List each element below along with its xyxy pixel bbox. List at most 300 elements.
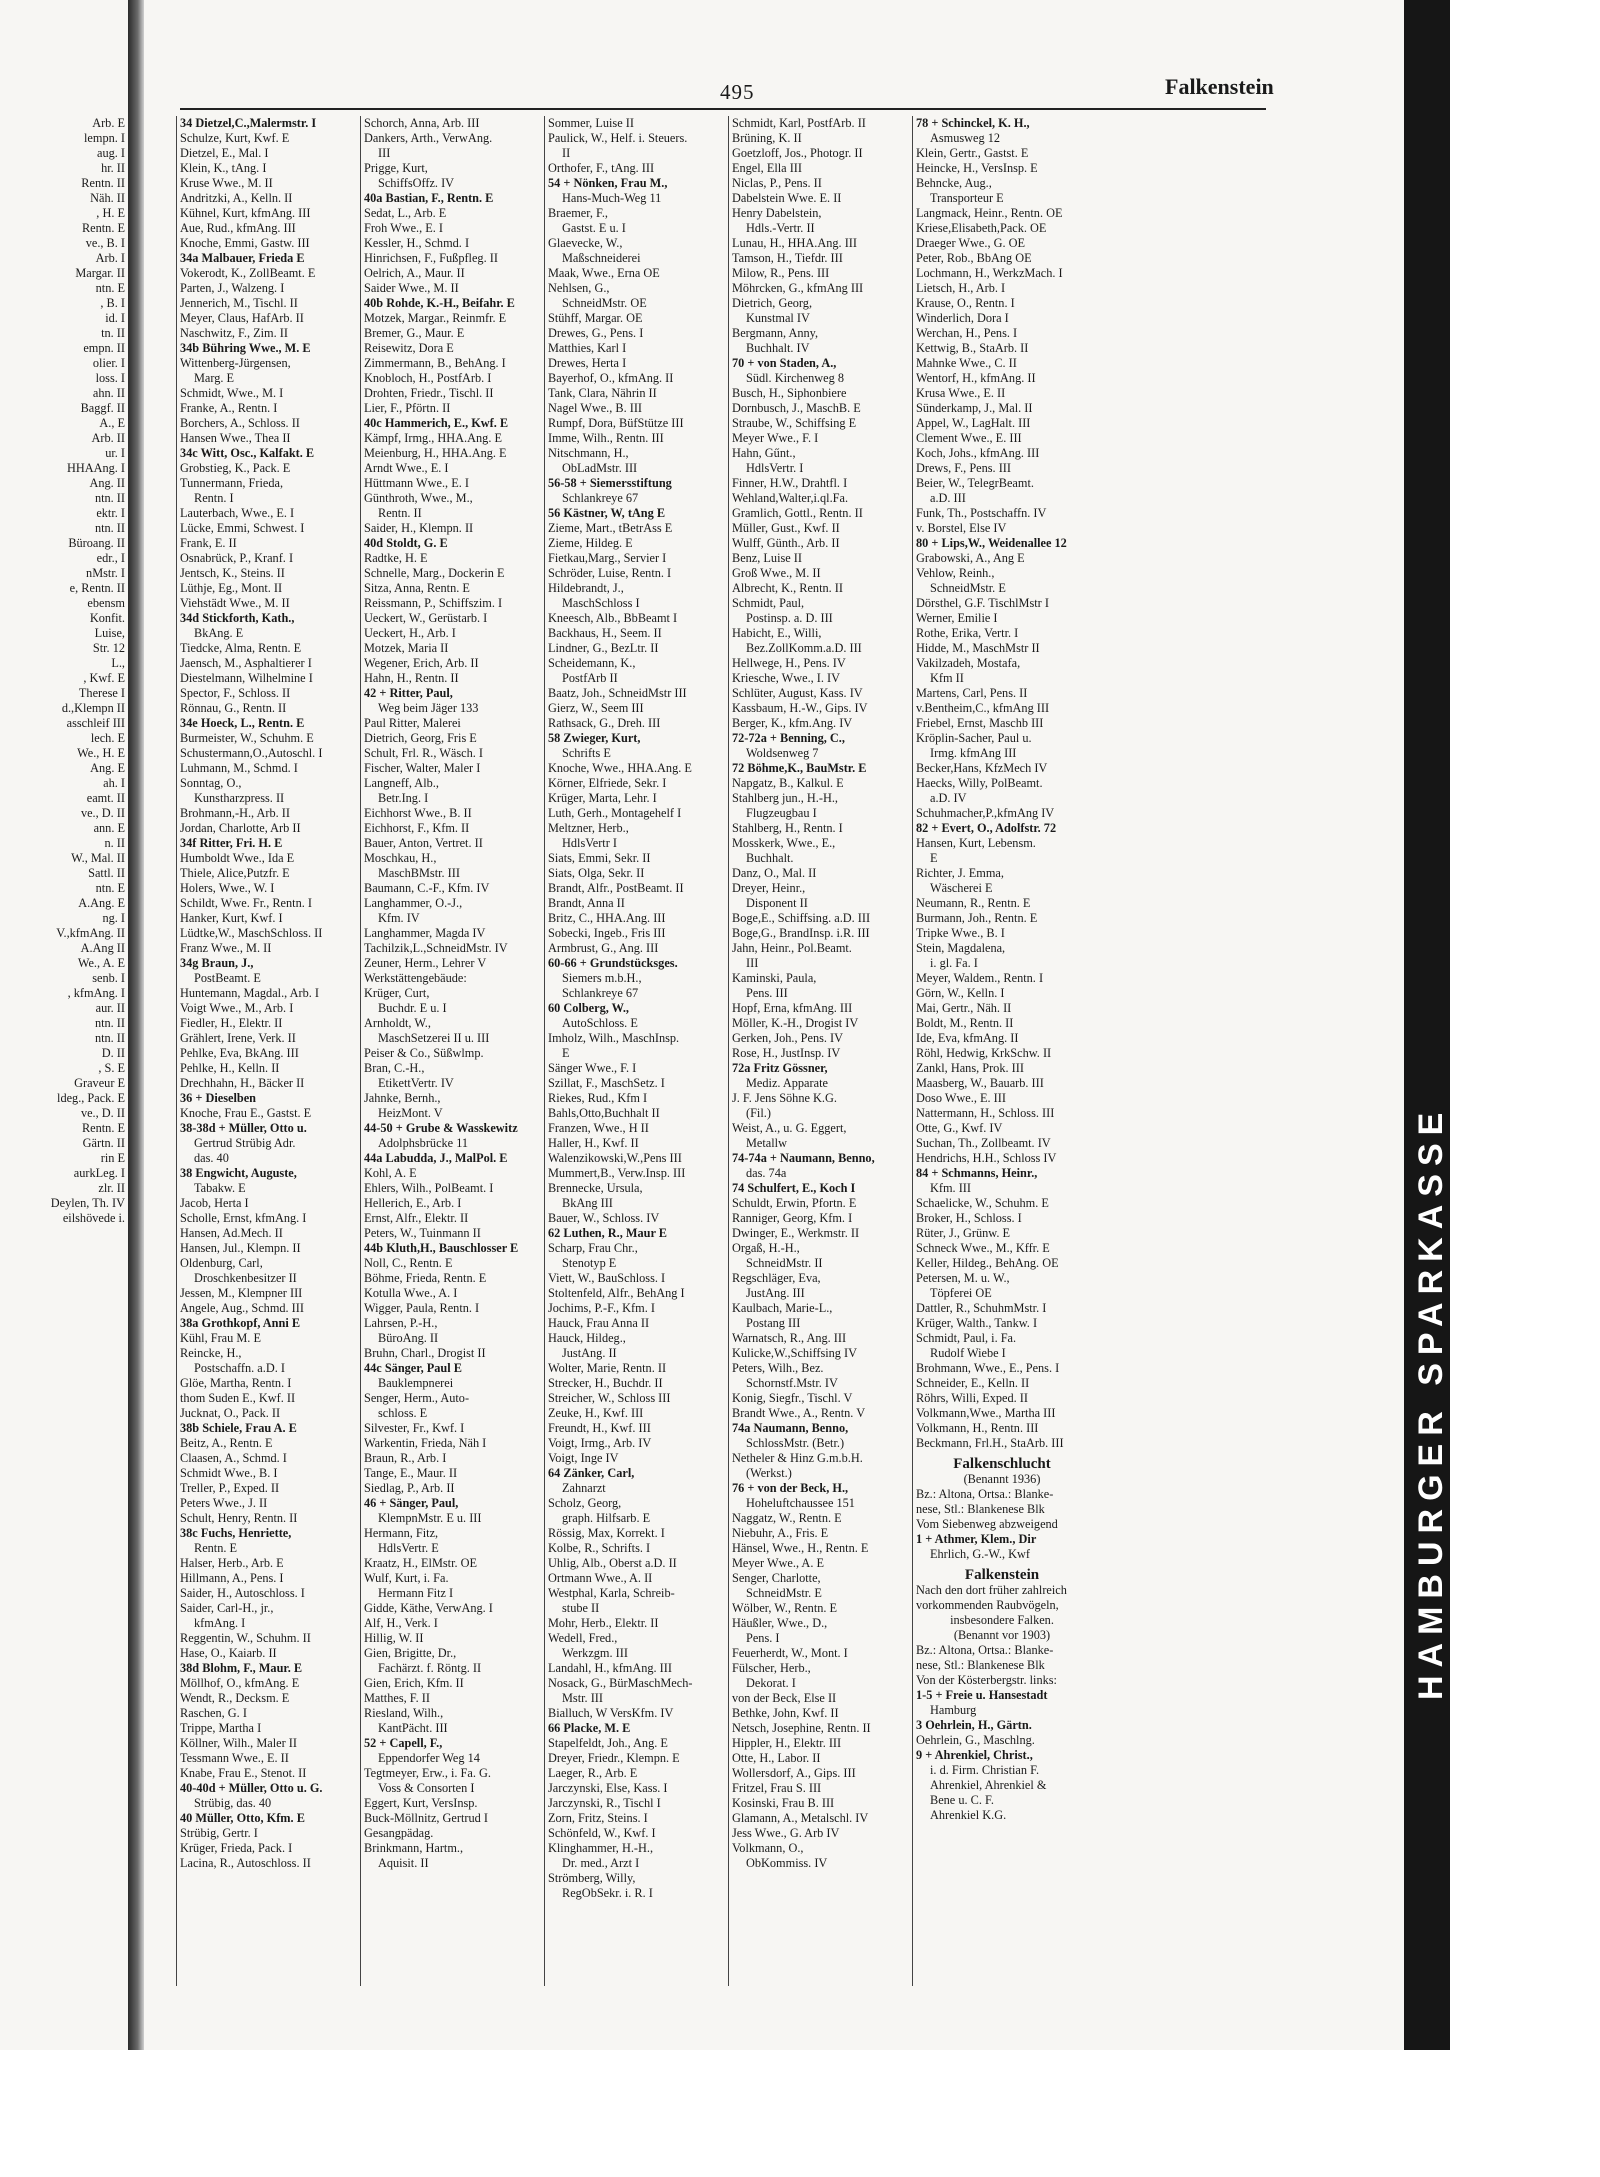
resident-entry: E xyxy=(562,1046,570,1060)
resident-entry: Scholz, Georg, xyxy=(548,1496,622,1510)
resident-entry: Streicher, W., Schloss III xyxy=(548,1391,671,1405)
resident-entry: Gramlich, Gottl., Rentn. II xyxy=(732,506,863,520)
resident-entry: PostBeamt. E xyxy=(194,971,261,985)
resident-entry: ObLadMstr. III xyxy=(562,461,638,475)
fragment-line: ntn. E xyxy=(95,281,125,295)
resident-entry: Böhme, Frieda, Rentn. E xyxy=(364,1271,487,1285)
resident-entry: Warkentin, Frieda, Näh I xyxy=(364,1436,487,1450)
resident-entry: Scharp, Frau Chr., xyxy=(548,1241,638,1255)
resident-entry: Wolter, Marie, Rentn. II xyxy=(548,1361,667,1375)
resident-entry: Mstr. III xyxy=(562,1691,603,1705)
column-4 xyxy=(732,116,904,1986)
resident-entry: Warnatsch, R., Ang. III xyxy=(732,1331,847,1345)
book-spine xyxy=(128,0,144,2050)
house-number-entry: 70 + von Staden, A., xyxy=(732,356,837,370)
resident-entry: Bene u. C. F. xyxy=(930,1793,994,1807)
resident-entry: Eggert, Kurt, VersInsp. xyxy=(364,1796,478,1810)
resident-entry: Kassbaum, H.-W., Gips. IV xyxy=(732,701,868,715)
resident-entry: v. Borstel, Else IV xyxy=(916,521,1007,535)
resident-entry: Becker,Hans, KfzMech IV xyxy=(916,761,1048,775)
resident-entry: Meyer, Claus, HafArb. II xyxy=(180,311,304,325)
house-number-entry: 80 + Lips,W., Weidenallee 12 xyxy=(916,536,1067,550)
resident-entry: Hansen, Ad.Mech. II xyxy=(180,1226,283,1240)
street-heading: Falkenstein xyxy=(964,1567,1040,1583)
fragment-line: Sattl. II xyxy=(88,866,125,880)
resident-entry: Mohr, Herb., Elektr. II xyxy=(548,1616,659,1630)
fragment-line: Str. 12 xyxy=(92,641,125,655)
resident-entry: Kotulla Wwe., A. I xyxy=(364,1286,458,1300)
resident-entry: Senger, Herm., Auto- xyxy=(364,1391,470,1405)
resident-entry: Fachärzt. f. Röntg. II xyxy=(378,1661,482,1675)
resident-entry: Goetzloff, Jos., Photogr. II xyxy=(732,146,863,160)
house-number-entry: 34c Witt, Osc., Kalfakt. E xyxy=(180,446,315,460)
resident-entry: Drechhahn, H., Bäcker II xyxy=(180,1076,305,1090)
resident-entry: Imme, Wilh., Rentn. III xyxy=(548,431,664,445)
house-number-entry: 36 + Dieselben xyxy=(180,1091,257,1105)
resident-entry: Jessen, M., Klempner III xyxy=(180,1286,303,1300)
resident-entry: Drewes, G., Pens. I xyxy=(548,326,644,340)
fragment-line: rin E xyxy=(100,1151,125,1165)
house-number-entry: 34b Bühring Wwe., M. E xyxy=(180,341,311,355)
resident-entry: Tessmann Wwe., E. II xyxy=(180,1751,289,1765)
resident-entry: Dekorat. I xyxy=(746,1676,796,1690)
resident-entry: Dietrich, Georg, Fris E xyxy=(364,731,477,745)
resident-entry: Weg beim Jäger 133 xyxy=(378,701,479,715)
resident-entry: Vehlow, Reinh., xyxy=(916,566,995,580)
resident-entry: Armbrust, G., Ang. III xyxy=(548,941,659,955)
resident-entry: Vakilzadeh, Mostafa, xyxy=(916,656,1021,670)
resident-entry: Dörsthel, G.F. TischlMstr I xyxy=(916,596,1049,610)
resident-entry: Dr. med., Arzt I xyxy=(562,1856,640,1870)
resident-entry: Franke, A., Rentn. I xyxy=(180,401,278,415)
resident-entry: Draeger Wwe., G. OE xyxy=(916,236,1026,250)
resident-entry: Kunstmal IV xyxy=(746,311,810,325)
resident-entry: Brinkmann, Hartm., xyxy=(364,1841,464,1855)
resident-entry: das. 40 xyxy=(194,1151,229,1165)
resident-entry: Schustermann,O.,Autoschl. I xyxy=(180,746,323,760)
resident-entry: Postschaffn. a.D. I xyxy=(194,1361,285,1375)
resident-entry: Orgaß, H.-H., xyxy=(732,1241,800,1255)
resident-entry: Treller, P., Exped. II xyxy=(180,1481,280,1495)
resident-entry: Volkmann, O., xyxy=(732,1841,804,1855)
house-number-entry: 40c Hammerich, E., Kwf. E xyxy=(364,416,509,430)
resident-entry: Straube, W., Schiffsing E xyxy=(732,416,857,430)
resident-entry: KantPächt. III xyxy=(378,1721,448,1735)
resident-entry: Martens, Carl, Pens. II xyxy=(916,686,1028,700)
resident-entry: Viett, W., BauSchloss. I xyxy=(548,1271,666,1285)
resident-entry: Siedlag, P., Arb. II xyxy=(364,1481,455,1495)
fragment-line: Therese I xyxy=(78,686,125,700)
resident-entry: Tabakw. E xyxy=(194,1181,246,1195)
house-number-entry: 38c Fuchs, Henriette, xyxy=(180,1526,292,1540)
resident-entry: Vom Siebenweg abzweigend xyxy=(916,1517,1058,1531)
resident-entry: Hoheluftchaussee 151 xyxy=(746,1496,855,1510)
resident-entry: Kettwig, B., StaArb. II xyxy=(916,341,1029,355)
resident-entry: Stahlberg, H., Rentn. I xyxy=(732,821,843,835)
resident-entry: Wedell, Fred., xyxy=(548,1631,618,1645)
resident-entry: Dietzel, E., Mal. I xyxy=(180,146,269,160)
resident-entry: Neumann, R., Rentn. E xyxy=(916,896,1031,910)
column-rule xyxy=(360,116,361,1986)
resident-entry: JustAng. II xyxy=(562,1346,617,1360)
resident-entry: Oehrlein, G., Maschlng. xyxy=(916,1733,1035,1747)
house-number-entry: 64 Zänker, Carl, xyxy=(548,1466,635,1480)
resident-entry: Bran, C.-H., xyxy=(364,1061,425,1075)
resident-entry: Schaelicke, W., Schuhm. E xyxy=(916,1196,1049,1210)
resident-entry: Stoltenfeld, Alfr., BehAng I xyxy=(548,1286,685,1300)
resident-entry: MaschSetzerei II u. III xyxy=(378,1031,490,1045)
fragment-line: A.Ang II xyxy=(80,941,125,955)
resident-entry: Baatz, Joh., SchneidMstr III xyxy=(548,686,687,700)
column-1 xyxy=(180,116,352,1986)
resident-entry: (Benannt 1936) xyxy=(963,1472,1041,1486)
resident-entry: J. F. Jens Söhne K.G. xyxy=(732,1091,837,1105)
resident-entry: Britz, C., HHA.Ang. III xyxy=(548,911,666,925)
resident-entry: Engel, Ella III xyxy=(732,161,802,175)
resident-entry: Niclas, P., Pens. II xyxy=(732,176,822,190)
resident-entry: Matthies, Karl I xyxy=(548,341,627,355)
resident-entry: Bez.ZollKomm.a.D. III xyxy=(746,641,862,655)
resident-entry: Hinrichsen, F., Fußpfleg. II xyxy=(364,251,498,265)
resident-entry: Brohmann, Wwe., E., Pens. I xyxy=(916,1361,1060,1375)
resident-entry: Kriese,Elisabeth,Pack. OE xyxy=(916,221,1047,235)
resident-entry: Gesangpädag. xyxy=(364,1826,434,1840)
resident-entry: Krüger, Frieda, Pack. I xyxy=(180,1841,293,1855)
resident-entry: Zieme, Mart., tBetrAss E xyxy=(548,521,673,535)
house-number-entry: 40b Rohde, K.-H., Beifahr. E xyxy=(364,296,515,310)
resident-entry: Jarczynski, Else, Kass. I xyxy=(548,1781,668,1795)
resident-entry: Schmidt, Wwe., M. I xyxy=(180,386,284,400)
resident-entry: Freundt, H., Kwf. III xyxy=(548,1421,651,1435)
resident-entry: Regschläger, Eva, xyxy=(732,1271,821,1285)
house-number-entry: 38a Grothkopf, Anni E xyxy=(180,1316,301,1330)
resident-entry: Klinghammer, H.-H., xyxy=(548,1841,654,1855)
resident-entry: Kühl, Frau M. E xyxy=(180,1331,261,1345)
resident-entry: Ehrlich, G.-W., Kwf xyxy=(930,1547,1030,1561)
resident-entry: Wehland,Walter,i.ql.Fa. xyxy=(732,491,849,505)
fragment-line: Ang. II xyxy=(89,476,125,490)
fragment-line: senb. I xyxy=(92,971,125,985)
resident-entry: Schorch, Anna, Arb. III xyxy=(364,116,480,130)
resident-entry: Knobloch, H., PostfArb. I xyxy=(364,371,492,385)
resident-entry: Langhammer, O.-J., xyxy=(364,896,463,910)
resident-entry: Zieme, Hildeg. E xyxy=(548,536,633,550)
resident-entry: Appel, W., LagHalt. III xyxy=(916,416,1031,430)
fragment-line: lech. E xyxy=(90,731,125,745)
resident-entry: Glöe, Martha, Rentn. I xyxy=(180,1376,292,1390)
house-number-entry: 56-58 + Siemersstiftung xyxy=(548,476,672,490)
resident-entry: Stapelfeldt, Joh., Ang. E xyxy=(548,1736,668,1750)
fragment-line: lempn. I xyxy=(84,131,125,145)
resident-entry: Nosack, G., BürMaschMech- xyxy=(548,1676,693,1690)
resident-entry: Lacina, R., Autoschloss. II xyxy=(180,1856,311,1870)
resident-entry: Boge,E., Schiffsing. a.D. III xyxy=(732,911,871,925)
resident-entry: schloss. E xyxy=(378,1406,428,1420)
resident-entry: Sobecki, Ingeb., Fris III xyxy=(548,926,666,940)
resident-entry: Lücke, Emmi, Schwest. I xyxy=(180,521,305,535)
fragment-line: ntn. II xyxy=(94,491,125,505)
resident-entry: a.D. III xyxy=(930,491,966,505)
fragment-line: Rentn. E xyxy=(81,221,125,235)
resident-entry: Prigge, Kurt, xyxy=(364,161,428,175)
resident-entry: Wulf, Kurt, i. Fa. xyxy=(364,1571,449,1585)
column-3 xyxy=(548,116,720,1986)
resident-entry: Klein, Gertr., Gastst. E xyxy=(916,146,1029,160)
resident-entry: Osnabrück, P., Kranf. I xyxy=(180,551,294,565)
resident-entry: Langhammer, Magda IV xyxy=(364,926,486,940)
fragment-line: D. II xyxy=(101,1046,125,1060)
resident-entry: Röhrs, Willi, Exped. II xyxy=(916,1391,1028,1405)
resident-entry: Fülscher, Herb., xyxy=(732,1661,811,1675)
resident-entry: Möllhof, O., kfmAng. E xyxy=(180,1676,300,1690)
house-number-entry: 78 + Schinckel, K. H., xyxy=(916,116,1030,130)
fragment-line: ntn. E xyxy=(95,881,125,895)
resident-entry: Hansen Wwe., Thea II xyxy=(180,431,291,445)
resident-entry: Franzen, Wwe., H II xyxy=(548,1121,649,1135)
resident-entry: Körner, Elfriede, Sekr. I xyxy=(548,776,667,790)
resident-entry: Werchan, H., Pens. I xyxy=(916,326,1018,340)
fragment-line: ve., D. II xyxy=(80,1106,125,1120)
resident-entry: Hendrichs, H.H., Schloss IV xyxy=(916,1151,1057,1165)
resident-entry: BkAng III xyxy=(562,1196,613,1210)
fragment-line: ebensm xyxy=(87,596,125,610)
resident-entry: Wigger, Paula, Rentn. I xyxy=(364,1301,480,1315)
resident-entry: PostfArb II xyxy=(562,671,618,685)
resident-entry: Stahlberg jun., H.-H., xyxy=(732,791,838,805)
fragment-line: ah. I xyxy=(103,776,125,790)
resident-entry: Oldenburg, Carl, xyxy=(180,1256,263,1270)
house-number-entry: 9 + Ahrenkiel, Christ., xyxy=(916,1748,1033,1762)
resident-entry: Kunstharzpress. II xyxy=(194,791,285,805)
resident-entry: Siemers m.b.H., xyxy=(562,971,642,985)
resident-entry: Danz, O., Mal. II xyxy=(732,866,817,880)
resident-entry: Hansen, Kurt, Lebensm. xyxy=(916,836,1036,850)
resident-entry: Boge,G., BrandInsp. i.R. III xyxy=(732,926,870,940)
fragment-line: , B. I xyxy=(100,296,125,310)
resident-entry: Schlankreye 67 xyxy=(562,986,639,1000)
resident-entry: Kfm. III xyxy=(930,1181,971,1195)
resident-entry: Meienburg, H., HHA.Ang. E xyxy=(364,446,507,460)
resident-entry: Siats, Olga, Sekr. II xyxy=(548,866,645,880)
resident-entry: Hopf, Erna, kfmAng. III xyxy=(732,1001,853,1015)
resident-entry: Hdls.-Vertr. II xyxy=(746,221,815,235)
resident-entry: SchiffsOffz. IV xyxy=(378,176,455,190)
resident-entry: Kfm II xyxy=(930,671,964,685)
resident-entry: Beier, W., TelegrBeamt. xyxy=(916,476,1034,490)
resident-entry: Irmg. kfmAng III xyxy=(930,746,1017,760)
resident-entry: Hansen, Jul., Klempn. II xyxy=(180,1241,301,1255)
resident-entry: Hauck, Hildeg., xyxy=(548,1331,626,1345)
resident-entry: Pehlke, Eva, BkAng. III xyxy=(180,1046,299,1060)
resident-entry: Reisewitz, Dora E xyxy=(364,341,454,355)
resident-entry: E xyxy=(930,851,938,865)
resident-entry: Habicht, E., Willi, xyxy=(732,626,822,640)
resident-entry: stube II xyxy=(562,1601,600,1615)
fragment-line: ur. I xyxy=(105,446,125,460)
fragment-line: HHAAng. I xyxy=(66,461,125,475)
resident-entry: Hidde, M., MaschMstr II xyxy=(916,641,1040,655)
resident-entry: Kämpf, Irmg., HHA.Ang. E xyxy=(364,431,502,445)
resident-entry: Mummert,B., Verw.Insp. III xyxy=(548,1166,686,1180)
resident-entry: i. gl. Fa. I xyxy=(930,956,978,970)
resident-entry: Buchhalt. xyxy=(746,851,794,865)
house-number-entry: 44c Sänger, Paul E xyxy=(364,1361,462,1375)
resident-entry: Peters, W., Tuinmann II xyxy=(364,1226,481,1240)
resident-entry: ObKommiss. IV xyxy=(746,1856,828,1870)
house-number-entry: 34d Stickforth, Kath., xyxy=(180,611,295,625)
fragment-line: tn. II xyxy=(101,326,125,340)
resident-entry: Hauck, Frau Anna II xyxy=(548,1316,650,1330)
resident-entry: Ueckert, H., Arb. I xyxy=(364,626,456,640)
resident-entry: Aue, Rud., kfmAng. III xyxy=(180,221,296,235)
fragment-line: Konfit. xyxy=(89,611,125,625)
resident-entry: Eppendorfer Weg 14 xyxy=(378,1751,480,1765)
resident-entry: Hermann Fitz I xyxy=(378,1586,454,1600)
resident-entry: Hillig, W. II xyxy=(364,1631,424,1645)
resident-entry: Bruhn, Charl., Drogist II xyxy=(364,1346,486,1360)
resident-entry: Töpferei OE xyxy=(930,1286,992,1300)
resident-entry: Brennecke, Ursula, xyxy=(548,1181,643,1195)
fragment-line: eamt. II xyxy=(86,791,125,805)
resident-entry: Ernst, Alfr., Elektr. II xyxy=(364,1211,469,1225)
resident-entry: III xyxy=(378,146,391,160)
resident-entry: Ahrenkiel, Ahrenkiel & xyxy=(930,1778,1047,1792)
resident-entry: Voss & Consorten I xyxy=(378,1781,475,1795)
resident-entry: Pens. III xyxy=(746,986,788,1000)
resident-entry: Gerken, Joh., Pens. IV xyxy=(732,1031,843,1045)
resident-entry: Werkzgm. III xyxy=(562,1646,628,1660)
resident-entry: Volkmann, H., Rentn. III xyxy=(916,1421,1039,1435)
resident-entry: Glaevecke, W., xyxy=(548,236,623,250)
resident-entry: EtikettVertr. IV xyxy=(378,1076,454,1090)
resident-entry: Behncke, Aug., xyxy=(916,176,992,190)
resident-entry: Suchan, Th., Zollbeamt. IV xyxy=(916,1136,1051,1150)
resident-entry: Häußler, Wwe., D., xyxy=(732,1616,828,1630)
resident-entry: Fiedler, H., Elektr. II xyxy=(180,1016,283,1030)
resident-entry: Knoche, Frau E., Gastst. E xyxy=(180,1106,312,1120)
resident-entry: Schmidt, Paul, xyxy=(732,596,805,610)
house-number-entry: 34e Hoeck, L., Rentn. E xyxy=(180,716,305,730)
resident-entry: Müller, Gust., Kwf. II xyxy=(732,521,840,535)
fragment-line: Büroang. II xyxy=(68,536,125,550)
resident-entry: HdlsVertr. E xyxy=(378,1541,439,1555)
resident-entry: Schneider, E., Kelln. II xyxy=(916,1376,1030,1390)
resident-entry: Bayerhof, O., kfmAng. II xyxy=(548,371,674,385)
resident-entry: Motzek, Maria II xyxy=(364,641,449,655)
resident-entry: Dattler, R., SchuhmMstr. I xyxy=(916,1301,1047,1315)
resident-entry: Jennerich, M., Tischl. II xyxy=(180,296,298,310)
resident-entry: Meyer Wwe., A. E xyxy=(732,1556,824,1570)
resident-entry: Netheler & Hinz G.m.b.H. xyxy=(732,1451,863,1465)
resident-entry: Jahnke, Bernh., xyxy=(364,1091,441,1105)
fragment-line: ektr. I xyxy=(96,506,125,520)
resident-entry: Hans-Much-Weg 11 xyxy=(562,191,662,205)
resident-entry: Reggentin, W., Schuhm. II xyxy=(180,1631,311,1645)
resident-entry: das. 74a xyxy=(746,1166,787,1180)
resident-entry: Stenotyp E xyxy=(562,1256,617,1270)
resident-entry: Grählert, Irene, Verk. II xyxy=(180,1031,296,1045)
house-number-entry: 54 + Nönken, Frau M., xyxy=(548,176,668,190)
running-headword: Falkenstein xyxy=(1165,74,1274,99)
resident-entry: Wendt, R., Decksm. E xyxy=(180,1691,290,1705)
resident-entry: RegObSekr. i. R. I xyxy=(562,1886,653,1900)
resident-entry: Finner, H.W., Drahtfl. I xyxy=(732,476,848,490)
resident-entry: Thiele, Alice,Putzfr. E xyxy=(180,866,290,880)
resident-entry: Wentorf, H., kfmAng. II xyxy=(916,371,1036,385)
house-number-entry: 1-5 + Freie u. Hansestadt xyxy=(916,1688,1048,1702)
house-number-entry: 46 + Sänger, Paul, xyxy=(364,1496,459,1510)
resident-entry: Dankers, Arth., VerwAng. xyxy=(364,131,493,145)
resident-entry: BkAng. E xyxy=(194,626,244,640)
resident-entry: Rönnau, G., Rentn. II xyxy=(180,701,287,715)
resident-entry: Krause, O., Rentn. I xyxy=(916,296,1015,310)
resident-entry: HdlsVertr I xyxy=(562,836,617,850)
resident-entry: Koch, Johs., kfmAng. III xyxy=(916,446,1040,460)
resident-entry: Mediz. Apparate xyxy=(746,1076,828,1090)
resident-entry: Klein, K., tAng. I xyxy=(180,161,267,175)
resident-entry: Huntemann, Magdal., Arb. I xyxy=(180,986,319,1000)
fragment-line: aur. II xyxy=(95,1001,125,1015)
resident-entry: Alf, H., Verk. I xyxy=(364,1616,438,1630)
resident-entry: Hellerich, E., Arb. I xyxy=(364,1196,462,1210)
fragment-line: Arb. II xyxy=(91,431,125,445)
resident-entry: Nattermann, H., Schloss. III xyxy=(916,1106,1055,1120)
resident-entry: Gien, Brigitte, Dr., xyxy=(364,1646,457,1660)
resident-entry: Jucknat, O., Pack. II xyxy=(180,1406,281,1420)
left-page-fragment-column xyxy=(0,116,125,1986)
resident-entry: Oelrich, A., Maur. II xyxy=(364,266,465,280)
resident-entry: Beckmann, Frl.H., StaArb. III xyxy=(916,1436,1064,1450)
resident-entry: Niebuhr, A., Fris. E xyxy=(732,1526,829,1540)
resident-entry: Brüning, K. II xyxy=(732,131,802,145)
resident-entry: Droschkenbesitzer II xyxy=(194,1271,297,1285)
resident-entry: Kraatz, H., ElMstr. OE xyxy=(364,1556,478,1570)
resident-entry: Siats, Emmi, Sekr. II xyxy=(548,851,651,865)
resident-entry: Kühnel, Kurt, kfmAng. III xyxy=(180,206,311,220)
resident-entry: Grobstieg, K., Pack. E xyxy=(180,461,291,475)
resident-entry: a.D. IV xyxy=(930,791,967,805)
resident-entry: Weist, A., u. G. Eggert, xyxy=(732,1121,847,1135)
resident-entry: Lunau, H., HHA.Ang. III xyxy=(732,236,857,250)
resident-entry: Vokerodt, K., ZollBeamt. E xyxy=(180,266,316,280)
resident-entry: JustAng. III xyxy=(746,1286,805,1300)
resident-entry: Laeger, R., Arb. E xyxy=(548,1766,638,1780)
resident-entry: Rathsack, G., Dreh. III xyxy=(548,716,661,730)
resident-entry: Voigt, Irmg., Arb. IV xyxy=(548,1436,652,1450)
resident-entry: Motzek, Margar., Reinmfr. E xyxy=(364,311,507,325)
resident-entry: SchneidMstr. OE xyxy=(562,296,647,310)
resident-entry: Lindner, G., BezLtr. II xyxy=(548,641,659,655)
resident-entry: Fritzel, Frau S. III xyxy=(732,1781,822,1795)
resident-entry: Metallw xyxy=(746,1136,787,1150)
resident-entry: Riekes, Rud., Kfm I xyxy=(548,1091,648,1105)
house-number-entry: 34a Malbauer, Frieda E xyxy=(180,251,305,265)
resident-entry: Tunnermann, Frieda, xyxy=(180,476,284,490)
resident-entry: Schult, Frl. R., Wäsch. I xyxy=(364,746,483,760)
column-2 xyxy=(364,116,536,1986)
resident-entry: Richter, J. Emma, xyxy=(916,866,1004,880)
resident-entry: Bergmann, Anny, xyxy=(732,326,819,340)
resident-entry: Frank, E. II xyxy=(180,536,237,550)
resident-entry: Jentsch, K., Steins. II xyxy=(180,566,285,580)
fragment-line: aug. I xyxy=(97,146,125,160)
fragment-line: W., Mal. II xyxy=(71,851,125,865)
house-number-entry: 58 Zwieger, Kurt, xyxy=(548,731,641,745)
resident-entry: Schornstf.Mstr. IV xyxy=(746,1376,838,1390)
resident-entry: Hermann, Fitz, xyxy=(364,1526,439,1540)
house-number-entry: 66 Placke, M. E xyxy=(548,1721,631,1735)
resident-entry: Diestelmann, Wilhelmine I xyxy=(180,671,313,685)
